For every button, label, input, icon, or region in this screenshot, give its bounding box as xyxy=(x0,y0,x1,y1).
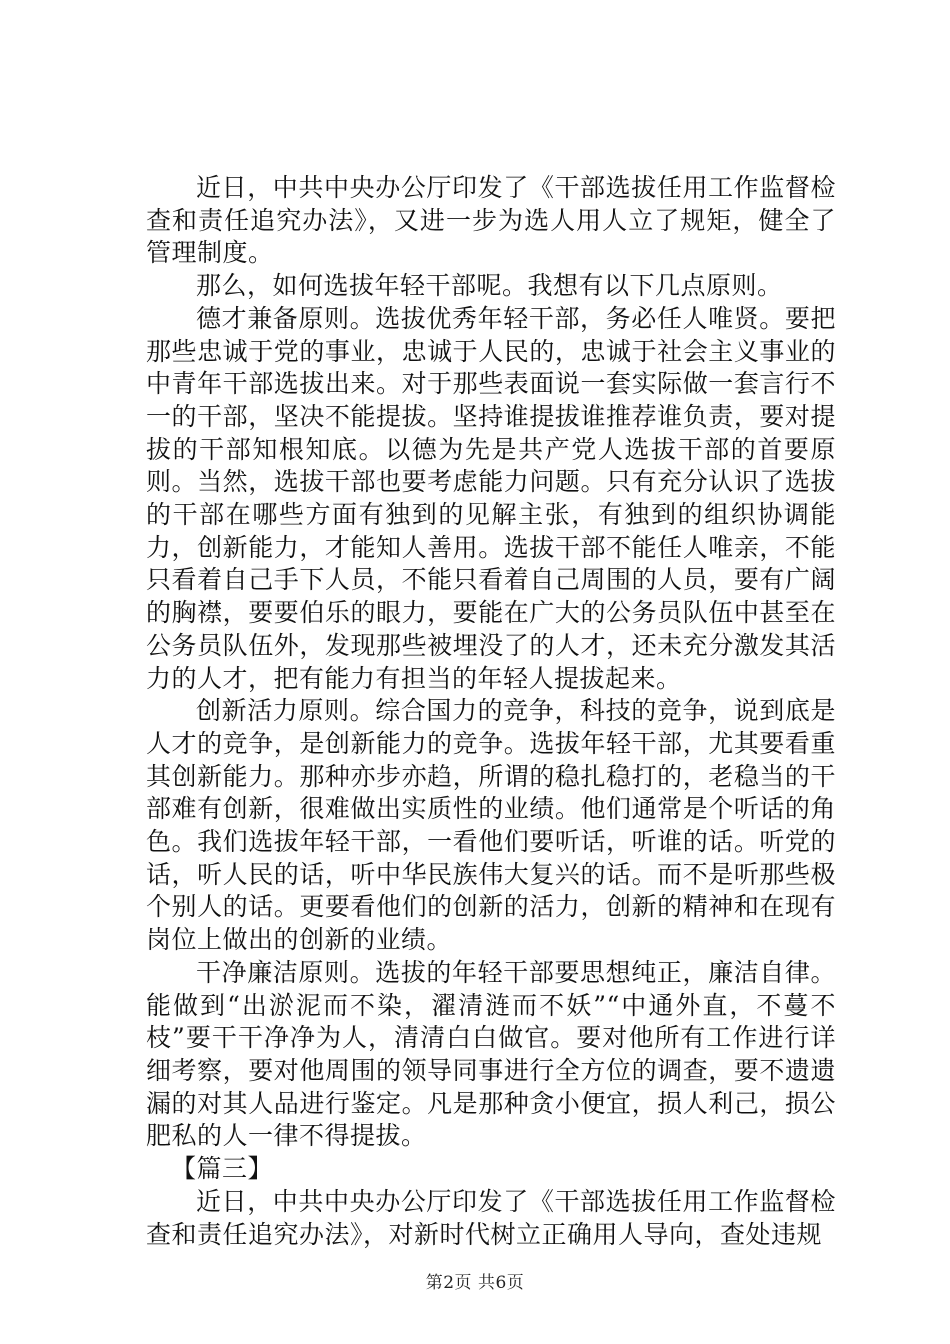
paragraph-intro: 近日，中共中央办公厅印发了《干部选拔任用工作监督检查和责任追究办法》，又进一步为选人用人立了规矩，健全了管理制度。 xyxy=(146,173,836,268)
paragraph-question: 那么，如何选拔年轻干部呢。我想有以下几点原则。 xyxy=(196,271,783,301)
paragraph-principle-integrity: 干净廉洁原则。选拔的年轻干部要思想纯正，廉洁自律。能做到“出淤泥而不染，濯清涟而不妖”“中通外直，不蔓不枝”要干干净净为人，清清白白做官。要对他所有工作进行详细考察，要对他周围的领导同事进行全方位的调查，要不遗遗漏的对其人品进行鉴定。凡是那种贪小便宜，损人利己，损公肥私的人一律不得提拔。 xyxy=(146,957,836,1151)
page-number-footer: 第2页 共6页 xyxy=(425,1273,525,1293)
section-heading: 【篇三】 xyxy=(171,1154,274,1184)
paragraph-section-three: 近日，中共中央办公厅印发了《干部选拔任用工作监督检查和责任追究办法》，对新时代树立正确用人导向，查处违规 xyxy=(146,1186,836,1249)
document-body xyxy=(146,172,836,1251)
paragraph-principle-innovation: 创新活力原则。综合国力的竞争，科技的竞争，说到底是人才的竞争，是创新能力的竞争。选拔年轻干部，尤其要看重其创新能力。那种亦步亦趋，所谓的稳扎稳打的，老稳当的干部难有创新，很难做出实质性的业绩。他们通常是个听话的角色。我们选拔年轻干部，一看他们要听话，听谁的话。听党的话，听人民的话，听中华民族伟大复兴的话。而不是听那些极个别人的话。更要看他们的创新的活力，创新的精神和在现有岗位上做出的创新的业绩。 xyxy=(146,696,836,955)
paragraph-principle-virtue: 德才兼备原则。选拔优秀年轻干部，务必任人唯贤。要把那些忠诚于党的事业，忠诚于人民的，忠诚于社会主义事业的中青年干部选拔出来。对于那些表面说一套实际做一套言行不一的干部，坚决不能提拔。坚持谁提拔谁推荐谁负责，要对提拔的干部知根知底。以德为先是共产党人选拔干部的首要原则。当然，选拔干部也要考虑能力问题。只有充分认识了选拔的干部在哪些方面有独到的见解主张，有独到的组织协调能力，创新能力，才能知人善用。选拔干部不能任人唯亲，不能只看着自己手下人员，不能只看着自己周围的人员，要有广阔的胸襟，要要伯乐的眼力，要能在广大的公务员队伍中甚至在公务员队伍外，发现那些被埋没了的人才，还未充分激发其活力的人才，把有能力有担当的年轻人提拔起来。 xyxy=(146,303,836,693)
